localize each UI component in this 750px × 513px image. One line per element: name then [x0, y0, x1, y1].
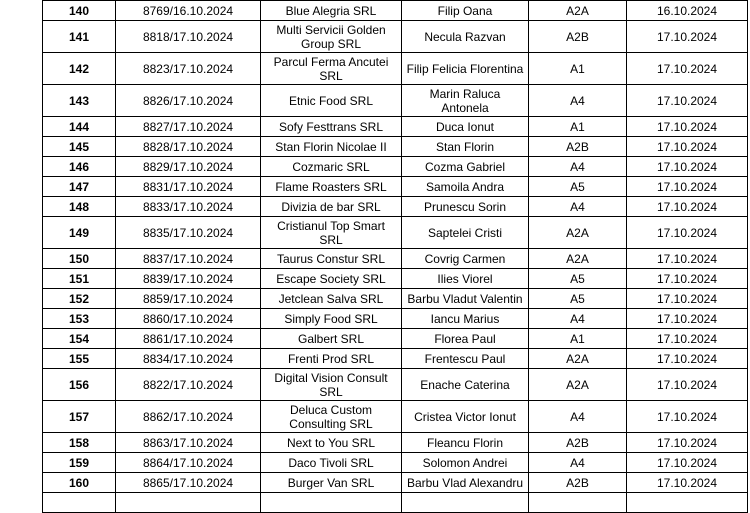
cell-document: 8822/17.10.2024: [116, 369, 261, 401]
cell-person: Solomon Andrei: [402, 453, 529, 473]
cell-document: 8837/17.10.2024: [116, 249, 261, 269]
table-row: [43, 177, 748, 197]
table-row: [43, 309, 748, 329]
cell-category: A2A: [529, 249, 627, 269]
cell-person: Duca Ionut: [402, 117, 529, 137]
cell-person: Samoila Andra: [402, 177, 529, 197]
cell-person: [402, 493, 529, 513]
cell-company: Deluca Custom Consulting SRL: [261, 401, 402, 433]
cell-category: A2B: [529, 433, 627, 453]
cell-number: 153: [43, 309, 116, 329]
cell-document: 8833/17.10.2024: [116, 197, 261, 217]
cell-document: 8864/17.10.2024: [116, 453, 261, 473]
cell-person: Barbu Vladut Valentin: [402, 289, 529, 309]
cell-number: 160: [43, 473, 116, 493]
cell-date: 17.10.2024: [627, 269, 748, 289]
cell-number: 152: [43, 289, 116, 309]
table-row: [43, 401, 748, 433]
cell-number: 140: [43, 1, 116, 21]
cell-category: A2B: [529, 137, 627, 157]
cell-person: Saptelei Cristi: [402, 217, 529, 249]
table-row: [43, 433, 748, 453]
cell-number: 143: [43, 85, 116, 117]
cell-date: 17.10.2024: [627, 85, 748, 117]
cell-person: Stan Florin: [402, 137, 529, 157]
cell-category: A1: [529, 117, 627, 137]
cell-number: 144: [43, 117, 116, 137]
cell-document: 8818/17.10.2024: [116, 21, 261, 53]
cell-document: 8863/17.10.2024: [116, 433, 261, 453]
cell-date: 17.10.2024: [627, 21, 748, 53]
cell-category: A5: [529, 289, 627, 309]
cell-number: 158: [43, 433, 116, 453]
cell-company: Divizia de bar SRL: [261, 197, 402, 217]
cell-date: [627, 493, 748, 513]
table-row: [43, 453, 748, 473]
cell-document: 8831/17.10.2024: [116, 177, 261, 197]
cell-date: 17.10.2024: [627, 369, 748, 401]
cell-number: 159: [43, 453, 116, 473]
cell-company: Cozmaric SRL: [261, 157, 402, 177]
cell-person: Florea Paul: [402, 329, 529, 349]
cell-number: 157: [43, 401, 116, 433]
table-row: [43, 269, 748, 289]
cell-company: Galbert SRL: [261, 329, 402, 349]
cell-date: 17.10.2024: [627, 289, 748, 309]
table-body: [43, 1, 748, 513]
cell-number: 154: [43, 329, 116, 349]
table-row: [43, 473, 748, 493]
cell-number: 150: [43, 249, 116, 269]
cell-person: Marin Raluca Antonela: [402, 85, 529, 117]
cell-number: 141: [43, 21, 116, 53]
cell-date: 17.10.2024: [627, 473, 748, 493]
cell-category: A2A: [529, 217, 627, 249]
cell-category: A2A: [529, 349, 627, 369]
cell-company: Parcul Ferma Ancutei SRL: [261, 53, 402, 85]
cell-date: 17.10.2024: [627, 157, 748, 177]
cell-company: Frenti Prod SRL: [261, 349, 402, 369]
table-row: [43, 137, 748, 157]
cell-person: Frentescu Paul: [402, 349, 529, 369]
cell-date: 17.10.2024: [627, 137, 748, 157]
cell-category: A4: [529, 453, 627, 473]
table-row: [43, 289, 748, 309]
cell-number: 151: [43, 269, 116, 289]
cell-person: Iancu Marius: [402, 309, 529, 329]
cell-date: 17.10.2024: [627, 197, 748, 217]
cell-date: 17.10.2024: [627, 117, 748, 137]
cell-company: Cristianul Top Smart SRL: [261, 217, 402, 249]
cell-company: Taurus Constur SRL: [261, 249, 402, 269]
cell-company: Daco Tivoli SRL: [261, 453, 402, 473]
cell-document: 8865/17.10.2024: [116, 473, 261, 493]
cell-person: Cristea Victor Ionut: [402, 401, 529, 433]
cell-company: Blue Alegria SRL: [261, 1, 402, 21]
table-row: [43, 117, 748, 137]
cell-date: 17.10.2024: [627, 401, 748, 433]
cell-number: 156: [43, 369, 116, 401]
table-row: [43, 157, 748, 177]
cell-company: Etnic Food SRL: [261, 85, 402, 117]
cell-company: Simply Food SRL: [261, 309, 402, 329]
cell-company: [261, 493, 402, 513]
cell-category: A5: [529, 269, 627, 289]
cell-number: 149: [43, 217, 116, 249]
cell-date: 17.10.2024: [627, 329, 748, 349]
cell-document: 8769/16.10.2024: [116, 1, 261, 21]
cell-category: A1: [529, 329, 627, 349]
cell-category: A2A: [529, 369, 627, 401]
cell-date: 17.10.2024: [627, 249, 748, 269]
cell-date: 17.10.2024: [627, 217, 748, 249]
table-row: [43, 349, 748, 369]
cell-document: 8829/17.10.2024: [116, 157, 261, 177]
cell-company: Next to You SRL: [261, 433, 402, 453]
table-row: [43, 85, 748, 117]
cell-company: Burger Van SRL: [261, 473, 402, 493]
cell-category: A4: [529, 157, 627, 177]
cell-company: Multi Servicii Golden Group SRL: [261, 21, 402, 53]
cell-document: 8862/17.10.2024: [116, 401, 261, 433]
cell-document: [116, 493, 261, 513]
cell-person: Ilies Viorel: [402, 269, 529, 289]
cell-document: 8828/17.10.2024: [116, 137, 261, 157]
document-page: [42, 0, 748, 513]
cell-document: 8823/17.10.2024: [116, 53, 261, 85]
cell-date: 17.10.2024: [627, 177, 748, 197]
cell-category: A4: [529, 309, 627, 329]
cell-document: 8826/17.10.2024: [116, 85, 261, 117]
cell-company: Digital Vision Consult SRL: [261, 369, 402, 401]
cell-person: Barbu Vlad Alexandru: [402, 473, 529, 493]
cell-person: Fleancu Florin: [402, 433, 529, 453]
table-row: [43, 493, 748, 513]
registry-table: [42, 0, 748, 513]
cell-document: 8860/17.10.2024: [116, 309, 261, 329]
cell-person: Filip Oana: [402, 1, 529, 21]
cell-person: Filip Felicia Florentina: [402, 53, 529, 85]
cell-date: 16.10.2024: [627, 1, 748, 21]
cell-category: A4: [529, 401, 627, 433]
table-row: [43, 329, 748, 349]
cell-number: 146: [43, 157, 116, 177]
cell-date: 17.10.2024: [627, 349, 748, 369]
cell-person: Enache Caterina: [402, 369, 529, 401]
cell-date: 17.10.2024: [627, 53, 748, 85]
cell-number: [43, 493, 116, 513]
cell-number: 147: [43, 177, 116, 197]
table-row: [43, 21, 748, 53]
table-row: [43, 249, 748, 269]
cell-number: 142: [43, 53, 116, 85]
cell-category: A5: [529, 177, 627, 197]
cell-number: 145: [43, 137, 116, 157]
cell-company: Escape Society SRL: [261, 269, 402, 289]
cell-category: A2B: [529, 21, 627, 53]
cell-document: 8834/17.10.2024: [116, 349, 261, 369]
cell-person: Necula Razvan: [402, 21, 529, 53]
cell-number: 148: [43, 197, 116, 217]
cell-person: Prunescu Sorin: [402, 197, 529, 217]
cell-company: Jetclean Salva SRL: [261, 289, 402, 309]
cell-company: Stan Florin Nicolae II: [261, 137, 402, 157]
cell-category: A2B: [529, 473, 627, 493]
table-row: [43, 217, 748, 249]
cell-document: 8859/17.10.2024: [116, 289, 261, 309]
cell-category: A4: [529, 197, 627, 217]
cell-number: 155: [43, 349, 116, 369]
cell-person: Cozma Gabriel: [402, 157, 529, 177]
cell-document: 8839/17.10.2024: [116, 269, 261, 289]
cell-category: A4: [529, 85, 627, 117]
cell-date: 17.10.2024: [627, 433, 748, 453]
cell-category: A1: [529, 53, 627, 85]
cell-document: 8861/17.10.2024: [116, 329, 261, 349]
cell-document: 8827/17.10.2024: [116, 117, 261, 137]
table-row: [43, 197, 748, 217]
cell-date: 17.10.2024: [627, 309, 748, 329]
cell-category: [529, 493, 627, 513]
cell-company: Sofy Festtrans SRL: [261, 117, 402, 137]
table-row: [43, 53, 748, 85]
table-row: [43, 369, 748, 401]
table-row: [43, 1, 748, 21]
cell-date: 17.10.2024: [627, 453, 748, 473]
cell-category: A2A: [529, 1, 627, 21]
cell-company: Flame Roasters SRL: [261, 177, 402, 197]
cell-document: 8835/17.10.2024: [116, 217, 261, 249]
cell-person: Covrig Carmen: [402, 249, 529, 269]
